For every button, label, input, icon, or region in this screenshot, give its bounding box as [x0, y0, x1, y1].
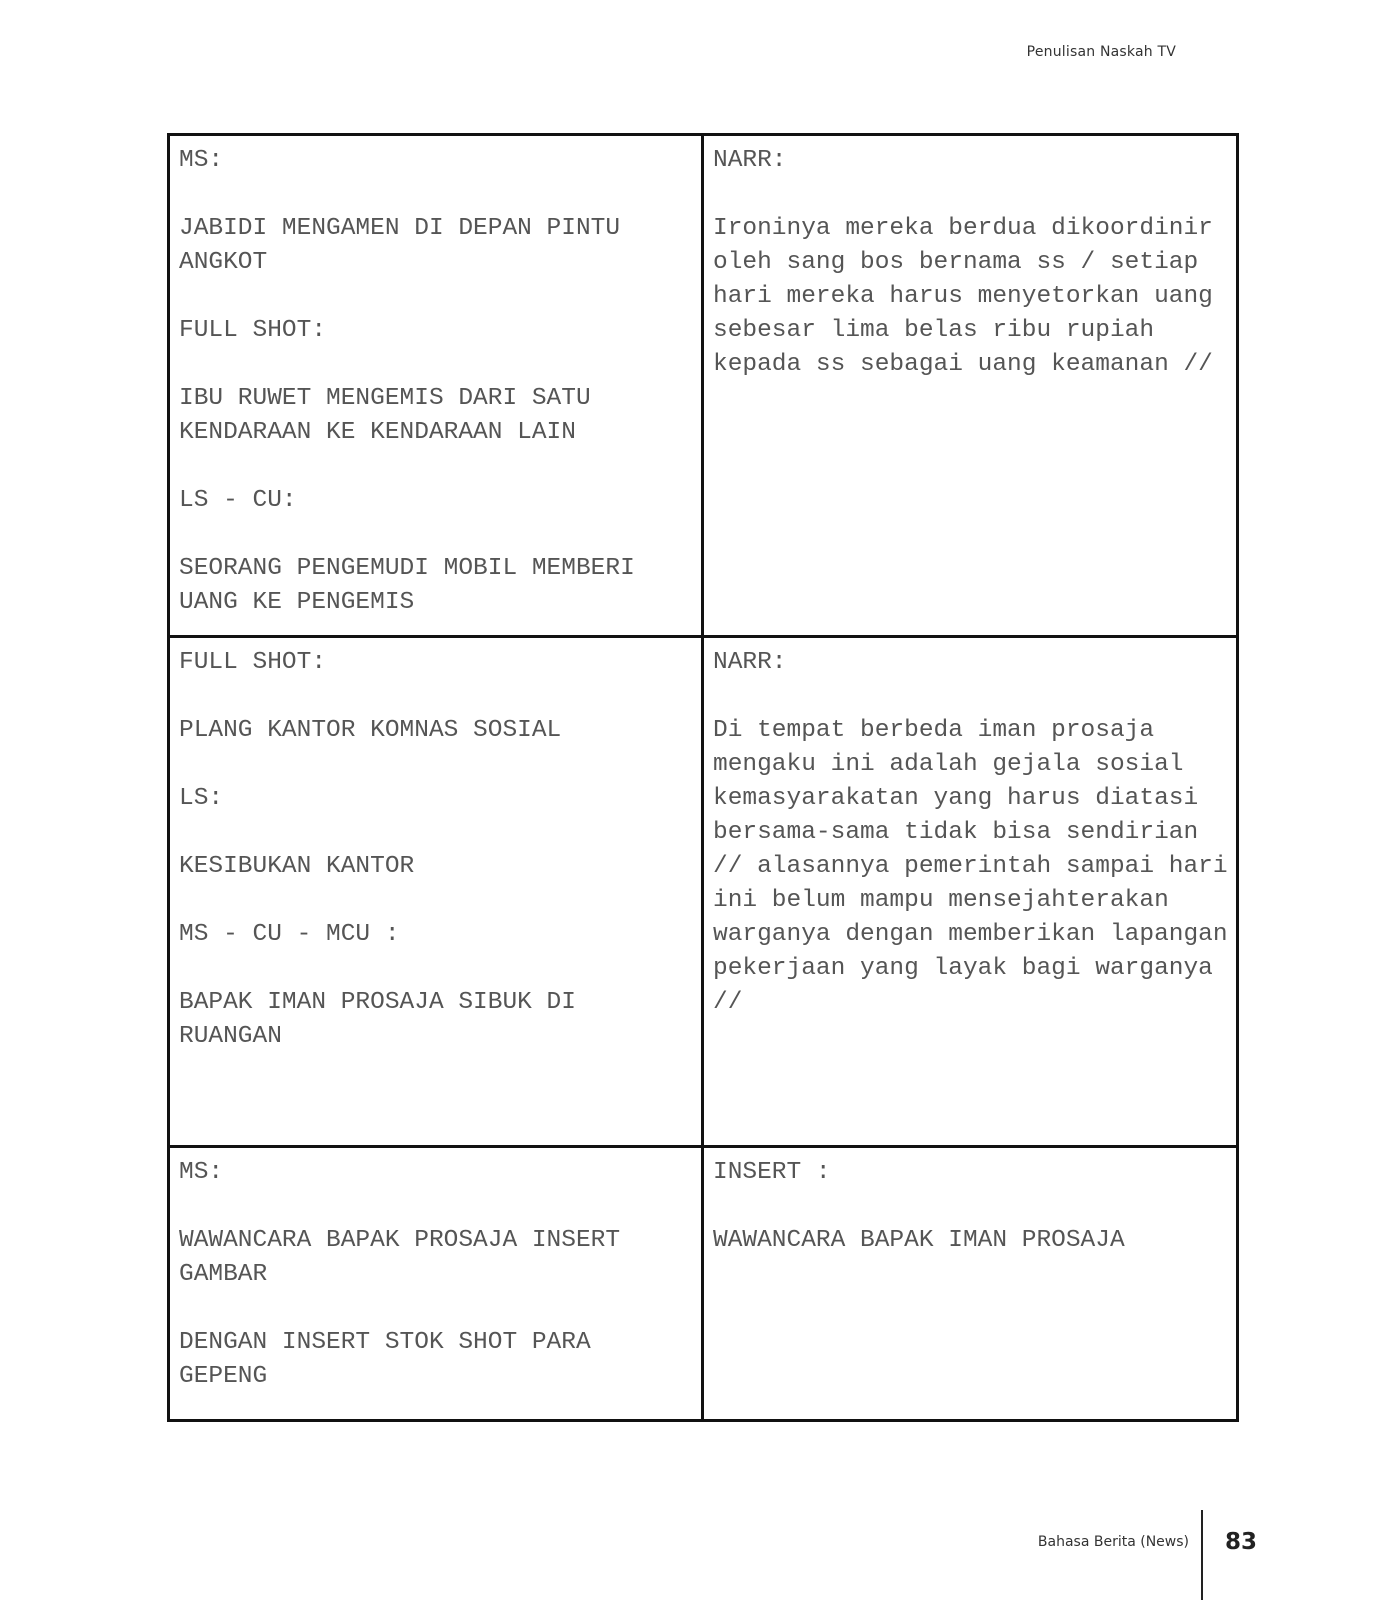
shot-description: WAWANCARA BAPAK PROSAJA INSERT GAMBAR [179, 1227, 635, 1288]
script-row [169, 1147, 1238, 1421]
shot-type: FULL SHOT: [179, 317, 327, 344]
shot-type: LS: [179, 785, 224, 812]
shot-description: SEORANG PENGEMUDI MOBIL MEMBERI UANG KE PENGEMIS [179, 555, 650, 616]
shot-type: FULL SHOT: [179, 649, 327, 676]
script-row [169, 637, 1238, 1147]
shot-description: IBU RUWET MENGEMIS DARI SATU KENDARAAN KE KENDARAAN LAIN [179, 385, 606, 446]
video-cell [169, 1147, 703, 1421]
shot-type: MS: [179, 147, 224, 174]
footer-book-title: Bahasa Berita (News) [1037, 1534, 1189, 1550]
shot-type: LS - CU: [179, 487, 297, 514]
footer-divider [1201, 1510, 1203, 1600]
shot-type: MS: [179, 1159, 224, 1186]
running-head: Penulisan Naskah TV [1026, 44, 1176, 60]
narration-text: Ironinya mereka berdua dikoordinir oleh sang bos bernama ss / setiap hari mereka harus menyetorkan uang sebesar lima belas ribu rupiah kepada ss sebagai uang keamanan // [713, 215, 1228, 378]
audio-cell [703, 637, 1243, 1147]
insert-text: WAWANCARA BAPAK IMAN PROSAJA [713, 1227, 1125, 1254]
script-table [167, 133, 1243, 1422]
audio-cell [703, 1147, 1238, 1421]
shot-description: DENGAN INSERT STOK SHOT PARA GEPENG [179, 1329, 606, 1390]
audio-label: NARR: [713, 649, 787, 676]
shot-description: JABIDI MENGAMEN DI DEPAN PINTU ANGKOT [179, 215, 635, 276]
video-cell [169, 637, 703, 1147]
video-cell [169, 135, 703, 637]
narration-text: Di tempat berbeda iman prosaja mengaku ini adalah gejala sosial kemasyarakatan yang harus diatasi bersama-sama tidak bisa sendirian // alasannya pemerintah sampai hari ini belum mampu mensejahterakan warganya dengan memberikan lapangan pekerjaan yang layak bagi warganya // [713, 717, 1243, 1016]
audio-cell [703, 135, 1238, 637]
shot-type: MS - CU - MCU : [179, 921, 400, 948]
shot-description: BAPAK IMAN PROSAJA SIBUK DI RUANGAN [179, 989, 591, 1050]
shot-description: KESIBUKAN KANTOR [179, 853, 415, 880]
audio-label: INSERT : [713, 1159, 831, 1186]
shot-description: PLANG KANTOR KOMNAS SOSIAL [179, 717, 562, 744]
audio-label: NARR: [713, 147, 787, 174]
script-row [169, 135, 1238, 637]
page-number: 83 [1225, 1529, 1258, 1555]
